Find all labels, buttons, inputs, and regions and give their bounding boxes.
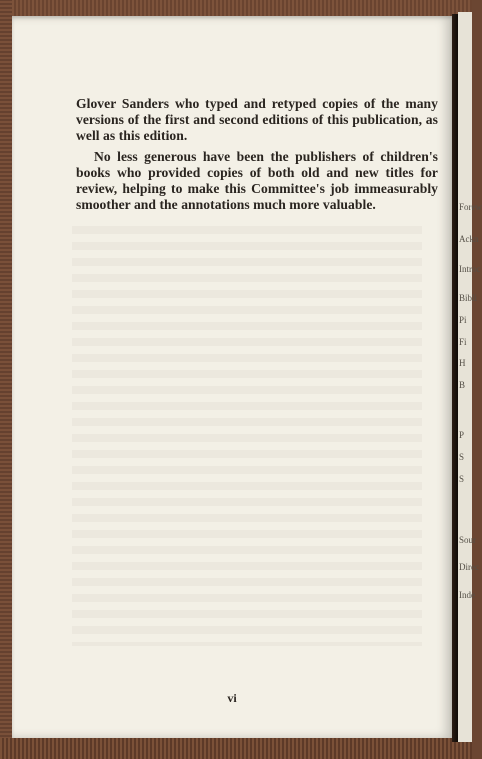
facing-fragment: P (459, 430, 465, 440)
paragraph-1: Glover Sanders who typed and retyped copies of the many versions of the first and second editions of this publication, as well as this edition. (76, 96, 438, 144)
show-through-text (72, 226, 422, 646)
facing-fragment: Forew (459, 202, 482, 212)
facing-page-edge (458, 12, 482, 742)
book-page (12, 16, 452, 738)
cover-binding-left (0, 0, 12, 759)
facing-fragment: Inde (459, 590, 475, 600)
facing-fragment: S (459, 474, 465, 484)
paragraph-2: No less generous have been the publishers of children's books who provided copies of both old and new titles for review, helping to make this Committee's job immeasurably smoother and the annotations much more valuable. (76, 148, 438, 213)
facing-fragment: H (459, 358, 466, 368)
page-number: vi (227, 691, 237, 705)
facing-fragment: S (459, 452, 465, 462)
facing-fragment: Fi (459, 337, 467, 347)
facing-fragment: Introc (459, 264, 481, 274)
facing-fragment: Bibli (459, 293, 478, 303)
facing-fragment: B (459, 380, 466, 390)
facing-fragment: Direc (459, 562, 479, 572)
cover-binding-bottom (0, 738, 472, 759)
facing-fragment: Pi (459, 315, 467, 325)
facing-fragment: Ackn (459, 234, 479, 244)
page-body (76, 96, 438, 213)
facing-fragment: Sour (459, 535, 477, 545)
